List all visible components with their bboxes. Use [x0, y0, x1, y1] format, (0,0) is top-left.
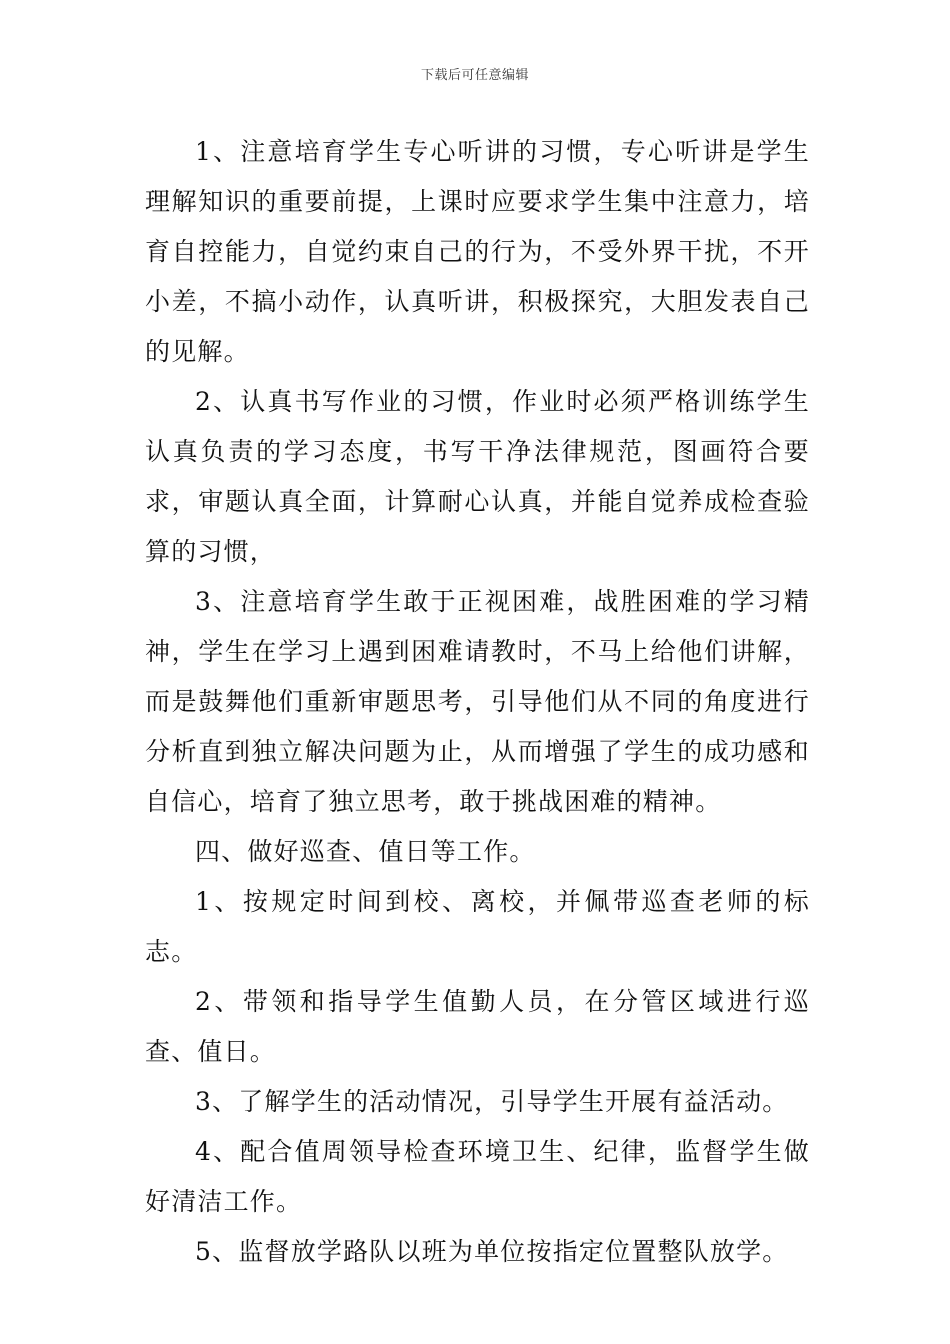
paragraph-habit-listening: 1、注意培育学生专心听讲的习惯，专心听讲是学生理解知识的重要前提，上课时应要求学生集中注意力，培育自控能力，自觉约束自己的行为，不受外界干扰，不开小差，不搞小动作，认真听讲，积极探究，大胆发表自己的见解。	[145, 137, 810, 366]
paragraph-patrol-item-3: 3、了解学生的活动情况，引导学生开展有益活动。	[195, 1087, 789, 1116]
paragraph-habit-homework: 2、认真书写作业的习惯，作业时必须严格训练学生认真负责的学习态度，书写干净法律规范，图画符合要求，审题认真全面，计算耐心认真，并能自觉养成检查验算的习惯，	[145, 387, 810, 566]
document-body	[145, 127, 810, 1277]
paragraph-patrol-item-2: 2、带领和指导学生值勤人员，在分管区域进行巡查、值日。	[145, 987, 810, 1066]
paragraph-facing-difficulty: 3、注意培育学生敢于正视困难，战胜困难的学习精神，学生在学习上遇到困难请教时，不马上给他们讲解，而是鼓舞他们重新审题思考，引导他们从不同的角度进行分析直到独立解决问题为止，从而增强了学生的成功感和自信心，培育了独立思考，敢于挑战困难的精神。	[145, 587, 810, 816]
paragraph-patrol-item-4: 4、配合值周领导检查环境卫生、纪律，监督学生做好清洁工作。	[145, 1137, 810, 1216]
paragraph-patrol-item-5: 5、监督放学路队以班为单位按指定位置整队放学。	[195, 1237, 789, 1266]
section-heading-patrol-duty: 四、做好巡查、值日等工作。	[195, 837, 536, 866]
page-header-note: 下载后可任意编辑	[420, 68, 529, 83]
paragraph-patrol-item-1: 1、按规定时间到校、离校，并佩带巡查老师的标志。	[145, 887, 810, 966]
